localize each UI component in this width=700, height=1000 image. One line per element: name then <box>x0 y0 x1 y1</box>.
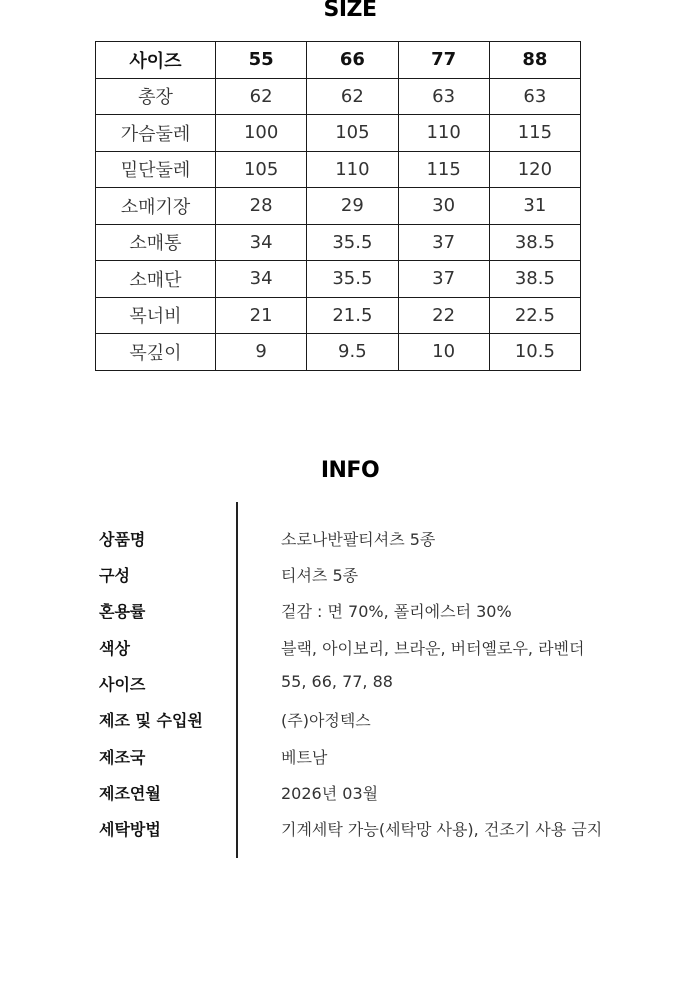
table-cell: 10.5 <box>489 334 580 371</box>
table-cell: 37 <box>398 224 489 261</box>
table-cell: 105 <box>307 115 398 152</box>
info-row-material <box>0 599 700 635</box>
table-cell: 21.5 <box>307 297 398 334</box>
table-cell: 38.5 <box>489 224 580 261</box>
row-label-cell: 소매단 <box>96 261 216 298</box>
table-cell: 35.5 <box>307 261 398 298</box>
row-label-cell: 총장 <box>96 78 216 115</box>
header-cell-66: 66 <box>307 42 398 79</box>
info-row-product-name <box>0 527 700 563</box>
table-cell: 62 <box>307 78 398 115</box>
info-value: 55, 66, 77, 88 <box>281 672 393 691</box>
table-cell: 115 <box>489 115 580 152</box>
table-cell: 29 <box>307 188 398 225</box>
info-row-manufacture-date <box>0 781 700 817</box>
info-row-country <box>0 745 700 781</box>
info-label: 제조연월 <box>99 784 161 803</box>
table-row <box>96 115 581 152</box>
row-label-cell: 소매기장 <box>96 188 216 225</box>
header-cell-55: 55 <box>216 42 307 79</box>
table-row <box>96 151 581 188</box>
table-cell: 105 <box>216 151 307 188</box>
table-cell: 100 <box>216 115 307 152</box>
info-label: 색상 <box>99 639 130 658</box>
row-label-cell: 소매통 <box>96 224 216 261</box>
table-row <box>96 78 581 115</box>
table-cell: 9.5 <box>307 334 398 371</box>
table-cell: 110 <box>398 115 489 152</box>
info-label: 구성 <box>99 566 130 585</box>
row-label-cell: 목깊이 <box>96 334 216 371</box>
table-cell: 34 <box>216 261 307 298</box>
info-value: 2026년 03월 <box>281 784 379 803</box>
info-value: 소로나반팔티셔츠 5종 <box>281 530 436 549</box>
info-label: 제조국 <box>99 748 146 767</box>
info-value: 티셔츠 5종 <box>281 566 359 585</box>
header-cell-77: 77 <box>398 42 489 79</box>
header-cell-size-label: 사이즈 <box>96 42 216 79</box>
table-cell: 63 <box>489 78 580 115</box>
table-cell: 21 <box>216 297 307 334</box>
table-cell: 22 <box>398 297 489 334</box>
table-cell: 35.5 <box>307 224 398 261</box>
info-value: 기계세탁 가능(세탁망 사용), 건조기 사용 금지 <box>281 820 603 839</box>
info-value: (주)아정텍스 <box>281 711 371 730</box>
info-label: 혼용률 <box>99 602 146 621</box>
table-cell: 22.5 <box>489 297 580 334</box>
table-cell: 62 <box>216 78 307 115</box>
table-cell: 34 <box>216 224 307 261</box>
size-section-title: SIZE <box>323 0 377 22</box>
size-table <box>95 41 581 371</box>
info-row-washing <box>0 817 700 853</box>
info-row-sizes <box>0 672 700 708</box>
info-label: 세탁방법 <box>99 820 161 839</box>
table-row <box>96 188 581 225</box>
row-label-cell: 가슴둘레 <box>96 115 216 152</box>
info-section-title: INFO <box>320 458 380 483</box>
table-cell: 120 <box>489 151 580 188</box>
table-row <box>96 224 581 261</box>
info-value: 블랙, 아이보리, 브라운, 버터옐로우, 라벤더 <box>281 639 585 658</box>
table-cell: 38.5 <box>489 261 580 298</box>
info-value: 겉감 : 면 70%, 폴리에스터 30% <box>281 602 512 621</box>
table-row <box>96 297 581 334</box>
table-cell: 63 <box>398 78 489 115</box>
row-label-cell: 밑단둘레 <box>96 151 216 188</box>
info-label: 사이즈 <box>99 675 146 694</box>
info-row-composition <box>0 563 700 599</box>
table-row <box>96 334 581 371</box>
info-label: 상품명 <box>99 530 146 549</box>
row-label-cell: 목너비 <box>96 297 216 334</box>
table-cell: 110 <box>307 151 398 188</box>
header-cell-88: 88 <box>489 42 580 79</box>
table-row <box>96 261 581 298</box>
info-row-color <box>0 636 700 672</box>
table-cell: 10 <box>398 334 489 371</box>
info-label: 제조 및 수입원 <box>99 711 203 730</box>
table-cell: 115 <box>398 151 489 188</box>
size-table-header-row <box>96 42 581 79</box>
table-cell: 28 <box>216 188 307 225</box>
info-value: 베트남 <box>281 748 328 767</box>
table-cell: 31 <box>489 188 580 225</box>
table-cell: 37 <box>398 261 489 298</box>
info-row-manufacturer <box>0 708 700 744</box>
table-cell: 30 <box>398 188 489 225</box>
table-cell: 9 <box>216 334 307 371</box>
